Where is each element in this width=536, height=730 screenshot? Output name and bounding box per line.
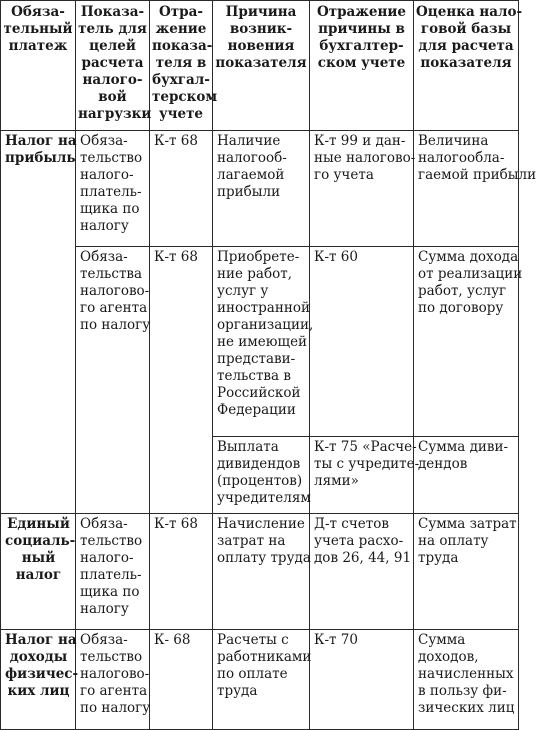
reason-cell: [213, 131, 310, 247]
cell-line: иностранной: [217, 300, 310, 316]
table-row: [1, 630, 519, 730]
cell-line: доходов,: [418, 649, 479, 665]
table-row: [1, 131, 519, 247]
cell-line: не имеющей: [217, 334, 308, 350]
cell-line: тельства: [80, 266, 143, 282]
reason-entry-cell: [310, 437, 420, 514]
cell-line: учредителям: [217, 490, 311, 506]
cell-line: тельный: [3, 21, 73, 37]
cell-line: Сумма дохода: [418, 249, 519, 265]
cell-line: Показа-: [80, 4, 145, 20]
cell-line: на оплату: [418, 533, 489, 549]
cell-line: Расчеты с: [217, 632, 289, 648]
tax-base-cell: [414, 630, 519, 730]
cell-line: прибыль: [5, 150, 76, 166]
cell-line: говой базы: [420, 21, 512, 37]
cell-line: дендов: [418, 456, 468, 472]
cell-line: ный: [21, 550, 56, 566]
cell-line: новения: [227, 38, 295, 54]
entry-cell: [150, 630, 213, 730]
reason-entry-cell: [310, 131, 414, 247]
cell-line: налого-: [82, 72, 143, 88]
cell-line: платель-: [80, 567, 142, 583]
cell-line: ском учете: [317, 55, 406, 71]
cell-line: ких лиц: [7, 683, 70, 699]
cell-line: Приобрете-: [217, 249, 300, 265]
cell-line: работниками: [217, 649, 312, 665]
cell-line: гаемой прибыли: [418, 167, 536, 183]
cell-line: представи-: [217, 351, 296, 367]
payment-personal-income-tax: [1, 630, 79, 730]
cell-line: терском: [152, 89, 218, 105]
payment-profit-tax: [1, 131, 76, 514]
cell-line: зических лиц: [418, 700, 515, 716]
entry-cell: [150, 131, 213, 247]
reason-entry-cell: [310, 247, 414, 437]
cell-line: теля в: [155, 55, 207, 71]
tax-base-cell: [414, 514, 519, 630]
reason-entry-cell: [310, 514, 414, 630]
cell-line: го учета: [314, 167, 374, 183]
cell-line: платеж: [8, 38, 68, 54]
cell-line: от реализации: [418, 266, 523, 282]
entry-cell: [150, 247, 213, 514]
header-reason-accounting: [310, 1, 414, 131]
cell-line: лагаемой: [217, 167, 285, 183]
table-row: [1, 247, 519, 437]
header-indicator: [76, 1, 150, 131]
header-accounting-entry: [150, 1, 218, 131]
cell-line: бухгал-: [152, 72, 210, 88]
cell-line: лями»: [314, 473, 359, 489]
cell-line: налогу: [80, 601, 129, 617]
cell-line: учета расхо-: [314, 533, 404, 549]
cell-line: ние работ,: [217, 266, 292, 282]
cell-line: Д-т счетов: [314, 516, 389, 532]
cell-line: Обяза-: [80, 516, 128, 532]
cell-line: К-т 70: [314, 632, 358, 648]
cell-line: доходы: [9, 649, 68, 665]
tax-base-cell: [414, 247, 523, 437]
cell-line: Причина: [225, 4, 297, 20]
cell-line: показателя: [420, 55, 512, 71]
cell-line: по налогу: [80, 700, 151, 716]
cell-line: налог: [15, 567, 62, 583]
reason-cell: [213, 514, 310, 630]
cell-line: налого-: [80, 167, 134, 183]
cell-line: Сумма затрат: [418, 516, 517, 532]
cell-line: К-т 60: [314, 249, 358, 265]
cell-line: налого-: [80, 550, 134, 566]
reason-entry-cell: [310, 630, 414, 730]
cell-line: тельства в: [217, 368, 291, 384]
cell-line: Единый: [7, 516, 70, 532]
cell-line: показа-: [152, 38, 213, 54]
cell-line: нагрузки: [78, 106, 152, 122]
cell-line: тель для: [78, 21, 147, 37]
table-row: [1, 514, 519, 630]
cell-line: ты с учредите-: [314, 456, 420, 472]
cell-line: Сумма диви-: [418, 439, 509, 455]
cell-line: налогово-: [80, 666, 150, 682]
cell-line: К- 68: [154, 632, 191, 648]
cell-line: (процентов): [217, 473, 303, 489]
reason-cell: [213, 437, 310, 514]
cell-line: организации,: [217, 317, 314, 333]
entry-cell: [150, 514, 213, 630]
cell-line: налогу: [80, 218, 129, 234]
cell-line: учете: [158, 106, 204, 122]
indicator-cell: [76, 630, 150, 730]
cell-line: Величина: [418, 133, 489, 149]
cell-line: К-т 68: [154, 516, 198, 532]
cell-line: го агента: [80, 683, 148, 699]
cell-line: Обяза-: [80, 133, 128, 149]
reason-cell: [213, 247, 314, 437]
cell-line: Обяза-: [11, 4, 65, 20]
cell-line: Выплата: [217, 439, 279, 455]
cell-line: оплату труда: [217, 550, 311, 566]
indicator-cell: [76, 131, 150, 247]
cell-line: щика по: [80, 584, 140, 600]
cell-line: тельство: [80, 533, 143, 549]
cell-line: возник-: [229, 21, 293, 37]
header-reason: [213, 1, 310, 131]
cell-line: налогооб-: [217, 150, 287, 166]
cell-line: ные налогово-: [314, 150, 416, 166]
cell-line: щика по: [80, 201, 140, 217]
cell-line: Налог на: [5, 133, 77, 149]
cell-line: Федерации: [217, 402, 296, 418]
cell-line: для расчета: [418, 38, 514, 54]
cell-line: расчета: [81, 55, 144, 71]
payment-unified-social-tax: [1, 514, 76, 630]
cell-line: жение: [155, 21, 207, 37]
cell-line: Наличие: [217, 133, 281, 149]
header-row: [1, 1, 519, 131]
cell-line: труда: [217, 683, 258, 699]
cell-line: Российской: [217, 385, 301, 401]
cell-line: платель-: [80, 184, 142, 200]
cell-line: прибыли: [217, 184, 281, 200]
cell-line: в пользу фи-: [418, 683, 507, 699]
cell-line: вой: [98, 89, 127, 105]
cell-line: Обяза-: [80, 249, 128, 265]
cell-line: затрат на: [217, 533, 286, 549]
cell-line: работ, услуг: [418, 283, 507, 299]
cell-line: тельство: [80, 150, 143, 166]
cell-line: начисленных: [418, 666, 514, 682]
cell-line: труда: [418, 550, 459, 566]
indicator-cell: [76, 247, 150, 514]
cell-line: по договору: [418, 300, 504, 316]
cell-line: К-т 75 «Расче-: [314, 439, 417, 455]
cell-line: показателя: [215, 55, 307, 71]
cell-line: тельство: [80, 649, 143, 665]
tax-base-cell: [414, 437, 519, 514]
cell-line: услуг у: [217, 283, 269, 299]
cell-line: дивидендов: [217, 456, 301, 472]
cell-line: Отра-: [159, 4, 203, 20]
cell-line: Начисление: [217, 516, 305, 532]
tax-base-cell: [414, 131, 536, 247]
cell-line: Сумма: [418, 632, 466, 648]
cell-line: Отражение: [316, 4, 406, 20]
cell-line: налогообла-: [418, 150, 505, 166]
cell-line: физичес-: [5, 666, 79, 682]
cell-line: Налог на: [5, 632, 77, 648]
cell-line: целей: [89, 38, 136, 54]
indicator-cell: [76, 514, 150, 630]
cell-line: го агента: [80, 300, 148, 316]
cell-line: К-т 68: [154, 133, 198, 149]
cell-line: бухгалтер-: [319, 38, 404, 54]
cell-line: по оплате: [217, 666, 288, 682]
header-tax-base: [414, 1, 523, 131]
header-payment: [1, 1, 76, 131]
cell-line: по налогу: [80, 317, 151, 333]
cell-line: Обяза-: [80, 632, 128, 648]
reason-cell: [213, 630, 310, 730]
cell-line: социаль-: [5, 533, 76, 549]
cell-line: К-т 99 и дан-: [314, 133, 406, 149]
cell-line: налогово-: [80, 283, 150, 299]
cell-line: дов 26, 44, 91: [314, 550, 412, 566]
cell-line: причины в: [318, 21, 405, 37]
cell-line: К-т 68: [154, 249, 198, 265]
cell-line: Оценка нало-: [416, 4, 523, 20]
